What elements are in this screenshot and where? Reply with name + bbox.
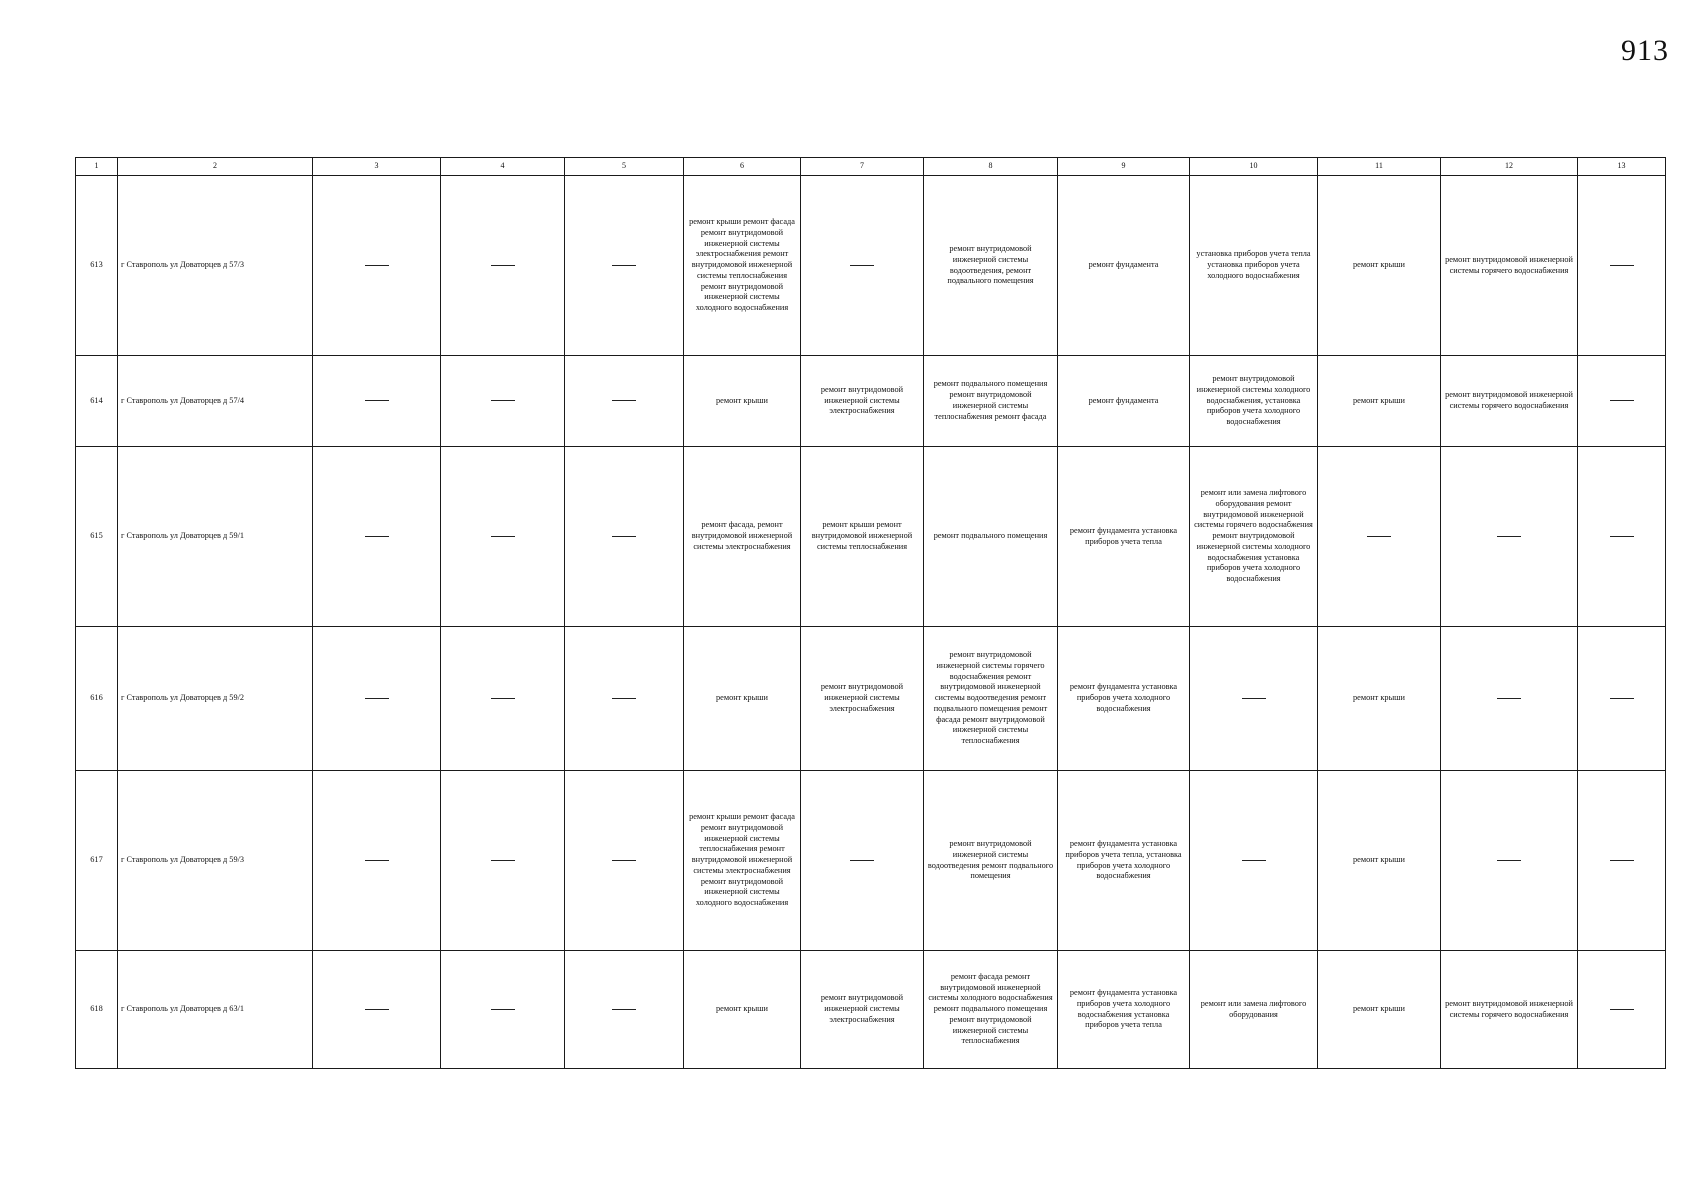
cell-text: ремонт крыши [1353,260,1405,270]
cell-text: г Ставрополь ул Доваторцев д 63/1 [121,1004,245,1014]
work-cell-col-6 [684,627,801,771]
dash-line-icon [365,536,389,537]
work-cell-col-3 [313,356,441,447]
cell-text: ремонт внутридомовой инженерной системы электроснабжения [820,993,904,1024]
work-cell-col-3 [313,771,441,951]
column-header-5: 5 [565,158,684,176]
dash-line-icon [1610,1009,1634,1010]
cell-text: ремонт крыши [716,693,768,703]
work-cell-col-9 [1058,627,1190,771]
work-cell-col-11 [1318,951,1441,1069]
cell-text: ремонт крыши [1353,855,1405,865]
cell-text: ремонт фасада ремонт внутридомовой инженерной системы холодного водоснабжения ремонт подвального помещения ремонт внутридомовой инженерной системы теплоснабжения [928,971,1053,1046]
work-cell-col-8 [924,627,1058,771]
column-header-4: 4 [441,158,565,176]
cell-text: ремонт крыши [1353,1004,1405,1014]
work-cell-col-5 [565,176,684,356]
cell-text: ремонт подвального помещения ремонт внутридомовой инженерной системы теплоснабжения ремонт фасада [933,379,1048,421]
work-cell-col-7 [801,447,924,627]
cell-text: ремонт внутридомовой инженерной системы электроснабжения [820,682,904,713]
cell-text: ремонт или замена лифтового оборудования ремонт внутридомовой инженерной системы горячего водоснабжения ремонт внутридомовой инженерной системы холодного водоснабжения установка приборов учета холодного водоснабжения [1194,487,1313,584]
work-cell-col-4 [441,447,565,627]
page-number: 913 [1621,34,1669,67]
work-cell-col-6 [684,356,801,447]
work-cell-col-10 [1190,627,1318,771]
work-cell-col-8 [924,771,1058,951]
work-cell-col-3 [313,627,441,771]
row-number-cell [76,951,118,1069]
work-cell-col-12 [1441,771,1578,951]
column-header-2: 2 [118,158,313,176]
cell-text: ремонт фундамента установка приборов учета тепла [1069,525,1178,546]
table-row [76,447,1666,627]
work-cell-col-7 [801,951,924,1069]
work-cell-col-10 [1190,951,1318,1069]
cell-text: ремонт внутридомовой инженерной системы горячего водоснабжения [1445,254,1573,275]
dash-line-icon [612,536,636,537]
work-cell-col-7 [801,771,924,951]
work-cell-col-4 [441,771,565,951]
work-cell-col-5 [565,771,684,951]
work-cell-col-11 [1318,356,1441,447]
work-cell-col-12 [1441,356,1578,447]
cell-text: ремонт фундамента [1088,395,1159,405]
repair-schedule-table [75,157,1666,1069]
cell-text: ремонт внутридомовой инженерной системы холодного водоснабжения, установка приборов учета холодного водоснабжения [1196,374,1311,427]
column-header-6: 6 [684,158,801,176]
work-cell-col-9 [1058,176,1190,356]
dash-line-icon [1610,265,1634,266]
column-header-8: 8 [924,158,1058,176]
cell-text: ремонт крыши [716,1004,768,1014]
work-cell-col-13 [1578,627,1666,771]
cell-text: г Ставрополь ул Доваторцев д 59/1 [121,531,245,541]
work-cell-col-8 [924,447,1058,627]
address-cell [118,627,313,771]
work-cell-col-11 [1318,771,1441,951]
cell-text: ремонт крыши [1353,395,1405,405]
work-cell-col-10 [1190,356,1318,447]
work-cell-col-7 [801,356,924,447]
cell-text: ремонт внутридомовой инженерной системы горячего водоснабжения ремонт внутридомовой инженерной системы водоотведения ремонт подвального помещения ремонт фасада ремонт внутридомовой инженерной системы теплоснабжения [933,649,1048,746]
row-number-cell [76,176,118,356]
row-number-cell [76,627,118,771]
cell-text: г Ставрополь ул Доваторцев д 57/4 [121,395,245,405]
work-cell-col-13 [1578,356,1666,447]
work-cell-col-13 [1578,771,1666,951]
cell-text: установка приборов учета тепла установка приборов учета холодного водоснабжения [1196,249,1311,280]
dash-line-icon [491,1009,515,1010]
work-cell-col-3 [313,951,441,1069]
column-header-3: 3 [313,158,441,176]
row-number-cell [76,447,118,627]
work-cell-col-3 [313,176,441,356]
column-header-10: 10 [1190,158,1318,176]
work-cell-col-5 [565,447,684,627]
cell-text: ремонт подвального помещения [933,531,1048,541]
work-cell-col-13 [1578,176,1666,356]
dash-line-icon [612,860,636,861]
cell-text: ремонт крыши ремонт фасада ремонт внутридомовой инженерной системы электроснабжения ремонт внутридомовой инженерной системы теплоснабжения ремонт внутридомовой инженерной системы холодного водоснабжения [689,216,795,313]
work-cell-col-8 [924,176,1058,356]
cell-text: ремонт внутридомовой инженерной системы водоотведения ремонт подвального помещения [927,838,1054,881]
dash-line-icon [612,400,636,401]
work-cell-col-6 [684,951,801,1069]
cell-text: ремонт фундамента установка приборов учета тепла, установка приборов учета холодного водоснабжения [1065,838,1182,881]
work-cell-col-12 [1441,176,1578,356]
work-cell-col-11 [1318,627,1441,771]
dash-line-icon [365,698,389,699]
dash-line-icon [491,536,515,537]
work-cell-col-13 [1578,951,1666,1069]
address-cell [118,951,313,1069]
work-cell-col-6 [684,176,801,356]
dash-line-icon [491,400,515,401]
column-header-13: 13 [1578,158,1666,176]
table-row [76,356,1666,447]
dash-line-icon [1610,536,1634,537]
cell-text: ремонт фундамента установка приборов учета холодного водоснабжения [1069,682,1178,713]
column-number-row [76,158,1666,176]
work-cell-col-9 [1058,447,1190,627]
work-cell-col-12 [1441,627,1578,771]
column-header-1: 1 [76,158,118,176]
work-cell-col-4 [441,176,565,356]
dash-line-icon [850,860,874,861]
cell-text: ремонт фасада, ремонт внутридомовой инженерной системы электроснабжения [691,520,793,551]
work-cell-col-5 [565,627,684,771]
dash-line-icon [491,698,515,699]
cell-text: ремонт крыши [1353,693,1405,703]
cell-text: 614 [90,395,103,405]
work-cell-col-12 [1441,951,1578,1069]
row-number-cell [76,356,118,447]
column-header-11: 11 [1318,158,1441,176]
dash-line-icon [1497,698,1521,699]
work-cell-col-13 [1578,447,1666,627]
dash-line-icon [1610,860,1634,861]
dash-line-icon [1367,536,1391,537]
work-cell-col-6 [684,447,801,627]
dash-line-icon [491,860,515,861]
cell-text: ремонт внутридомовой инженерной системы горячего водоснабжения [1445,998,1573,1019]
cell-text: ремонт фундамента [1088,260,1159,270]
work-cell-col-9 [1058,356,1190,447]
cell-text: г Ставрополь ул Доваторцев д 59/2 [121,693,245,703]
work-cell-col-11 [1318,447,1441,627]
dash-line-icon [1497,536,1521,537]
dash-line-icon [1242,698,1266,699]
work-cell-col-8 [924,951,1058,1069]
dash-line-icon [612,1009,636,1010]
work-cell-col-9 [1058,771,1190,951]
cell-text: г Ставрополь ул Доваторцев д 57/3 [121,260,245,270]
work-cell-col-4 [441,627,565,771]
cell-text: ремонт или замена лифтового оборудования [1200,998,1307,1019]
work-cell-col-4 [441,951,565,1069]
column-header-7: 7 [801,158,924,176]
dash-line-icon [612,265,636,266]
dash-line-icon [365,860,389,861]
cell-text: 615 [90,531,103,541]
cell-text: ремонт фундамента установка приборов учета холодного водоснабжения установка приборов учета тепла [1069,987,1178,1030]
work-cell-col-5 [565,356,684,447]
work-cell-col-10 [1190,176,1318,356]
work-cell-col-10 [1190,447,1318,627]
address-cell [118,176,313,356]
cell-text: г Ставрополь ул Доваторцев д 59/3 [121,855,245,865]
cell-text: ремонт крыши [716,395,768,405]
table-row [76,176,1666,356]
work-cell-col-7 [801,627,924,771]
address-cell [118,771,313,951]
cell-text: ремонт внутридомовой инженерной системы электроснабжения [820,384,904,416]
column-header-12: 12 [1441,158,1578,176]
table-row [76,771,1666,951]
table-body [76,158,1666,1069]
dash-line-icon [612,698,636,699]
work-cell-col-9 [1058,951,1190,1069]
work-cell-col-10 [1190,771,1318,951]
cell-text: ремонт внутридомовой инженерной системы горячего водоснабжения [1445,390,1573,410]
cell-text: 613 [90,260,103,270]
table-row [76,627,1666,771]
dash-line-icon [1610,698,1634,699]
dash-line-icon [1610,400,1634,401]
address-cell [118,447,313,627]
work-cell-col-6 [684,771,801,951]
dash-line-icon [491,265,515,266]
work-cell-col-5 [565,951,684,1069]
work-cell-col-8 [924,356,1058,447]
cell-text: ремонт крыши ремонт внутридомовой инженерной системы теплоснабжения [811,520,913,551]
cell-text: 616 [90,693,103,703]
row-number-cell [76,771,118,951]
dash-line-icon [365,265,389,266]
dash-line-icon [1497,860,1521,861]
cell-text: ремонт крыши ремонт фасада ремонт внутридомовой инженерной системы теплоснабжения ремонт внутридомовой инженерной системы электроснабжения ремонт внутридомовой инженерной системы холодного водоснабжения [689,811,795,908]
dash-line-icon [365,1009,389,1010]
work-cell-col-11 [1318,176,1441,356]
address-cell [118,356,313,447]
cell-text: 618 [90,1004,103,1014]
table-row [76,951,1666,1069]
cell-text: 617 [90,855,103,865]
column-header-9: 9 [1058,158,1190,176]
work-cell-col-12 [1441,447,1578,627]
work-cell-col-7 [801,176,924,356]
dash-line-icon [365,400,389,401]
cell-text: ремонт внутридомовой инженерной системы водоотведения, ремонт подвального помещения [947,243,1034,286]
dash-line-icon [850,265,874,266]
work-cell-col-3 [313,447,441,627]
work-cell-col-4 [441,356,565,447]
dash-line-icon [1242,860,1266,861]
